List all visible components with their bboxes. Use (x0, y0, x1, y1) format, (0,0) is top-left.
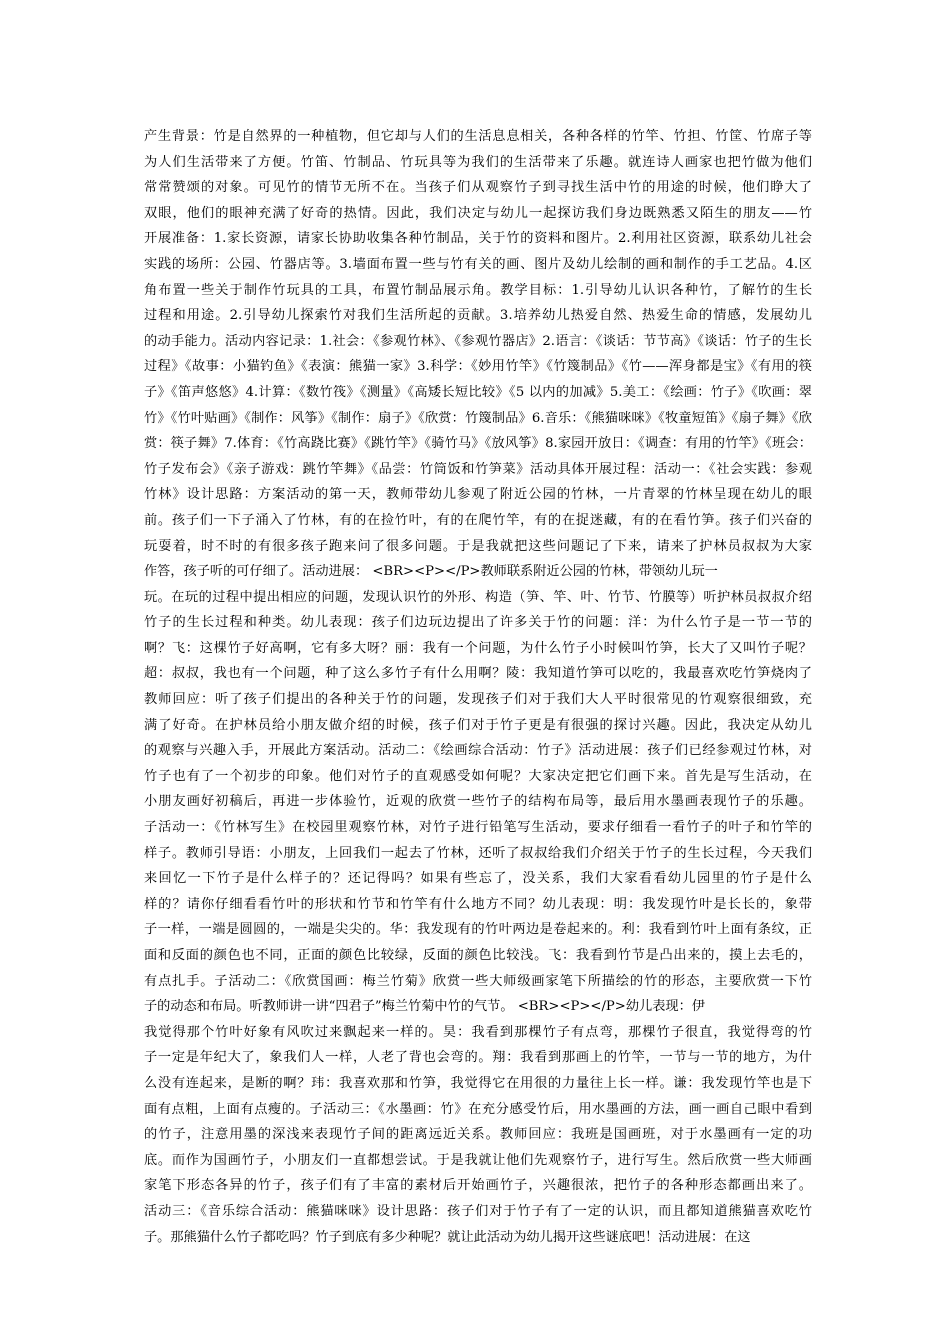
text-line: 产生背景：竹是自然界的一种植物，但它却与人们的生活息息相关，各种各样的竹竿、竹担、竹筐、竹席子等 (144, 129, 812, 144)
text-line: 超：叔叔，我也有一个问题，种了这么多竹子有什么用啊？陵：我知道竹笋可以吃的，我最喜欢吃竹笋烧肉了 (144, 666, 812, 682)
text-line: 子的动态和布局。听教师讲一讲“四君子”梅兰竹菊中竹的气节。 <BR><P></P>幼儿表现：伊 (144, 999, 705, 1015)
text-line: 作答，孩子听的可仔细了。活动进展： <BR><P></P>教师联系附近公园的竹林，带领幼儿玩一 (144, 564, 718, 580)
text-line: 满了好奇。在护林员给小朋友做介绍的时候，孩子们对于竹子更是有很强的探讨兴趣。因此，我决定从幼儿 (144, 717, 812, 733)
text-line: 为人们生活带来了方便。竹笛、竹制品、竹玩具等为我们的生活带来了乐趣。就连诗人画家也把竹做为他们 (144, 154, 812, 170)
text-line: 么没有连起来，是断的啊？玮：我喜欢那和竹笋，我觉得它在用很的力量往上长一样。谦：我发现竹竿也是下 (144, 1075, 812, 1091)
text-line: 家笔下形态各异的竹子，孩子们有了丰富的素材后开始画竹子，兴趣很浓，把竹子的各种形态都画出来了。 (144, 1178, 812, 1194)
text-line: 角布置一些关于制作竹玩具的工具，布置竹制品展示角。教学目标：1.引导幼儿认识各种竹，了解竹的生长 (144, 282, 812, 298)
document-body (144, 124, 812, 1250)
text-line: 竹林》设计思路：方案活动的第一天，教师带幼儿参观了附近公园的竹林，一片青翠的竹林呈现在幼儿的眼 (144, 487, 812, 503)
text-line: 啊？飞：这棵竹子好高啊，它有多大呀？丽：我有一个问题，为什么竹子小时候叫竹笋，长大了又叫竹子呢？ (144, 640, 812, 656)
text-line: 实践的场所：公园、竹器店等。3.墙面布置一些与竹有关的画、图片及幼儿绘制的画和制作的手工艺品。4.区 (144, 256, 812, 272)
text-line: 我觉得那个竹叶好象有风吹过来飘起来一样的。昊：我看到那棵竹子有点弯，那棵竹子很直，我觉得弯的竹 (144, 1024, 812, 1040)
text-line: 活动三：《音乐综合活动：熊猫咪咪》设计思路：孩子们对于竹子有了一定的认识，而且都知道熊猫喜欢吃竹 (144, 1203, 812, 1219)
text-line: 常常赞颂的对象。可见竹的情节无所不在。当孩子们从观察竹子到寻找生活中竹的用途的时候，他们睁大了 (144, 180, 812, 196)
text-line: 前。孩子们一下子涌入了竹林，有的在捡竹叶，有的在爬竹竿，有的在捉迷藏，有的在看竹笋。孩子们兴奋的 (144, 512, 812, 528)
text-line: 子一样，一端是圆圆的，一端是尖尖的。华：我发现有的竹叶两边是卷起来的。利：我看到竹叶上面有条纹，正 (144, 922, 812, 938)
text-line: 面有点粗，上面有点瘦的。子活动三：《水墨画：竹》在充分感受竹后，用水墨画的方法，画一画自己眼中看到 (144, 1101, 812, 1117)
text-line: 竹》《竹叶贴画》《制作：风筝》《制作：扇子》《欣赏：竹篾制品》6.音乐：《熊猫咪咪》《牧童短笛》《扇子舞》《欣 (144, 410, 812, 426)
text-line: 过程和用途。2.引导幼儿探索竹对我们生活所起的贡献。3.培养幼儿热爱自然、热爱生命的情感，发展幼儿 (144, 308, 812, 324)
text-line: 样的？请你仔细看看竹叶的形状和竹节和竹竿有什么地方不同？幼儿表现：明：我发现竹叶是长长的，象带 (144, 896, 812, 912)
text-line: 样子。教师引导语：小朋友，上回我们一起去了竹林，还听了叔叔给我们介绍关于竹子的生长过程，今天我们 (144, 845, 812, 861)
text-line: 子。那熊猫什么竹子都吃吗？竹子到底有多少种呢？就让此活动为幼儿揭开这些谜底吧！活动进展：在这 (144, 1229, 751, 1245)
text-line: 竹子发布会》《亲子游戏：跳竹竿舞》《品尝：竹筒饭和竹笋菜》活动具体开展过程：活动一：《社会实践：参观 (144, 461, 812, 477)
text-line: 子一定是年纪大了，象我们人一样，人老了背也会弯的。翔：我看到那画上的竹竿，一节与一节的地方，为什 (144, 1050, 812, 1066)
text-line: 小朋友画好初稿后，再进一步体验竹，近观的欣赏一些竹子的结构布局等，最后用水墨画表现竹子的乐趣。 (144, 794, 812, 810)
text-line: 的动手能力。活动内容记录：1.社会：《参观竹林》、《参观竹器店》2.语言：《谈话：节节高》《谈话：竹子的生长 (144, 333, 812, 349)
text-line: 子》《笛声悠悠》4.计算：《数竹筏》《测量》《高矮长短比较》《5 以内的加减》5.美工：《绘画：竹子》《吹画：翠 (144, 384, 812, 400)
text-line: 的观察与兴趣入手，开展此方案活动。活动二：《绘画综合活动：竹子》活动进展：孩子们已经参观过竹林，对 (144, 743, 812, 759)
text-line: 面和反面的颜色也不同，正面的颜色比较绿，反面的颜色比较浅。飞：我看到竹节是凸出来的，摸上去毛的， (144, 948, 812, 963)
text-line: 来回忆一下竹子是什么样子的？还记得吗？如果有些忘了，没关系，我们大家看看幼儿园里的竹子是什么 (144, 871, 812, 887)
text-line: 竹子也有了一个初步的印象。他们对竹子的直观感受如何呢？大家决定把它们画下来。首先是写生活动，在 (144, 768, 812, 784)
text-line: 底。而作为国画竹子，小朋友们一直都想尝试。于是我就让他们先观察竹子，进行写生。然后欣赏一些大师画 (144, 1152, 812, 1168)
text-line: 过程》《故事：小猫钓鱼》《表演：熊猫一家》3.科学：《妙用竹竿》《竹篾制品》《竹——浑身都是宝》《有用的筷 (144, 359, 812, 375)
text-line: 有点扎手。子活动二：《欣赏国画：梅兰竹菊》欣赏一些大师级画家笔下所描绘的竹的形态，主要欣赏一下竹 (144, 973, 812, 989)
text-line: 赏：筷子舞》7.体育：《竹高跷比赛》《跳竹竿》《骑竹马》《放风筝》8.家园开放日：《调查：有用的竹竿》《班会： (144, 436, 812, 452)
text-line: 玩耍着，时不时的有很多孩子跑来问了很多问题。于是我就把这些问题记了下来，请来了护林员叔叔为大家 (144, 538, 812, 554)
text-line: 开展准备：1.家长资源，请家长协助收集各种竹制品，关于竹的资料和图片。2.利用社区资源，联系幼儿社会 (144, 231, 812, 247)
text-line: 教师回应：听了孩子们提出的各种关于竹的问题，发现孩子们对于我们大人平时很常见的竹观察很细致，充 (144, 692, 812, 708)
text-line: 双眼，他们的眼神充满了好奇的热情。因此，我们决定与幼儿一起探访我们身边既熟悉又陌生的朋友——竹 (144, 205, 812, 221)
text-line: 子活动一：《竹林写生》在校园里观察竹林，对竹子进行铅笔写生活动，要求仔细看一看竹子的叶子和竹竿的 (144, 820, 812, 836)
text-line: 竹子的生长过程和种类。幼儿表现：孩子们边玩边提出了许多关于竹的问题：洋：为什么竹子是一节一节的 (144, 615, 812, 631)
text-line: 的竹子，注意用墨的深浅来表现竹子间的距离远近关系。教师回应：我班是国画班，对于水墨画有一定的功 (144, 1127, 812, 1143)
text-line: 玩。在玩的过程中提出相应的问题，发现认识竹的外形、构造（笋、竿、叶、竹节、竹膜等）听护林员叔叔介绍 (144, 589, 812, 605)
